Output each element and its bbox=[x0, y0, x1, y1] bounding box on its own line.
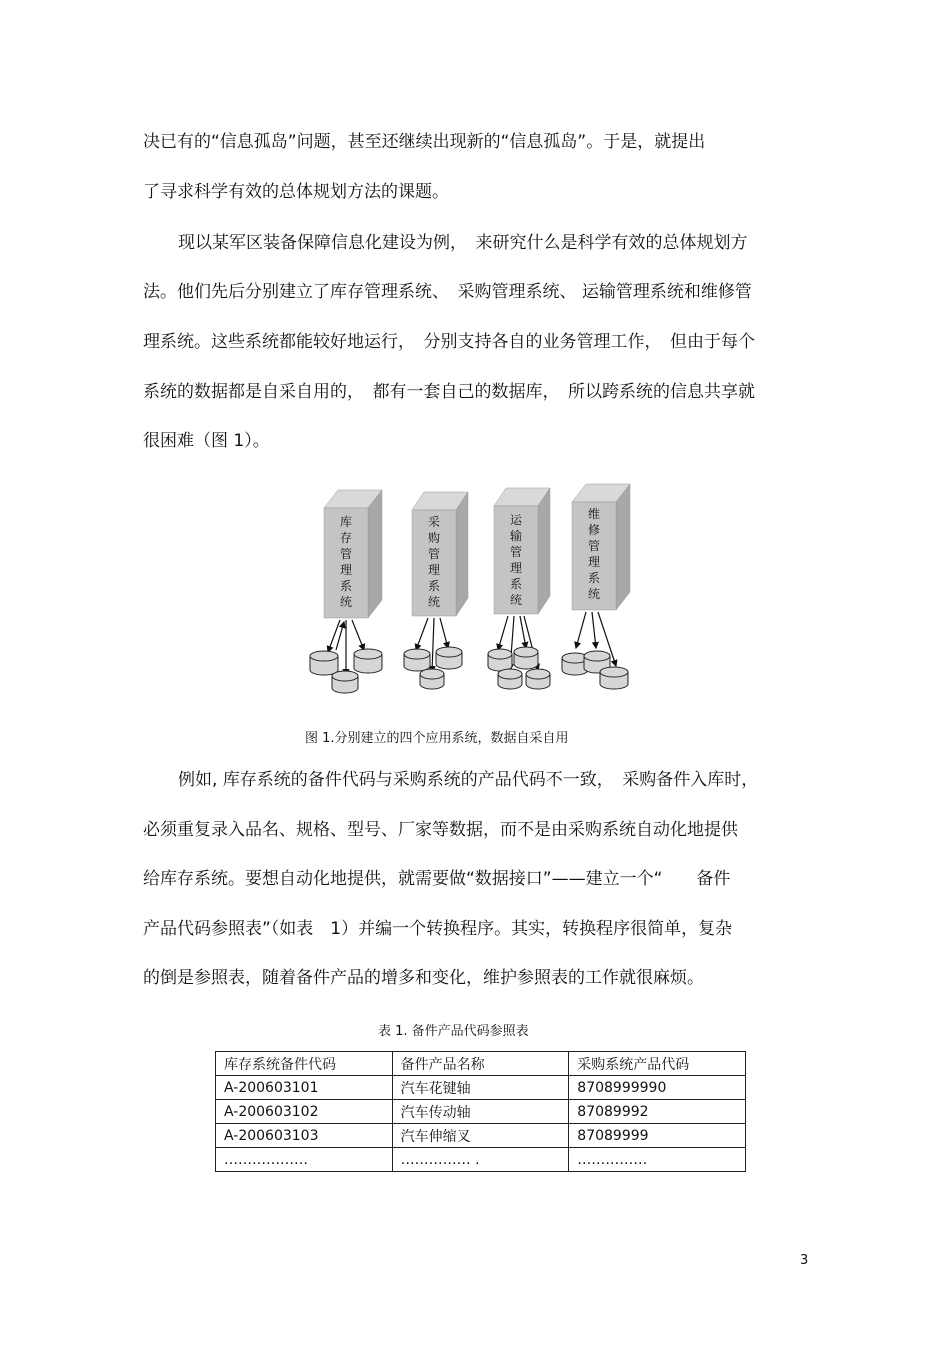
paragraph-line: 了寻求科学有效的总体规划方法的课题。 bbox=[143, 182, 449, 202]
table-header-row bbox=[216, 1052, 746, 1076]
system-label: 维修管理系统 bbox=[587, 507, 601, 601]
paragraph-line: 给库存系统。要想自动化地提供，就需要做“数据接口”——建立一个“ 备件 bbox=[143, 869, 731, 889]
paragraph-line: 很困难（图 1）。 bbox=[143, 431, 270, 451]
column-header: 采购系统产品代码 bbox=[569, 1052, 746, 1076]
table-row bbox=[216, 1148, 746, 1172]
database-cylinders bbox=[310, 647, 628, 693]
table-caption: 表 1. 备件产品代码参照表 bbox=[378, 1024, 529, 1039]
paragraph-line: 决已有的“信息孤岛”问题，甚至还继续出现新的“信息孤岛”。于是，就提出 bbox=[143, 132, 706, 152]
systems-figure bbox=[300, 480, 640, 700]
system-box-transport bbox=[494, 488, 550, 614]
system-box-inventory bbox=[324, 490, 382, 618]
paragraph-line: 法。他们先后分别建立了库存管理系统、 采购管理系统、 运输管理系统和维修管 bbox=[143, 282, 752, 302]
paragraph-line: 系统的数据都是自采自用的， 都有一套自己的数据库， 所以跨系统的信息共享就 bbox=[143, 382, 755, 402]
table-row bbox=[216, 1100, 746, 1124]
paragraph-line: 必须重复录入品名、规格、型号、厂家等数据，而不是由采购系统自动化地提供 bbox=[143, 820, 738, 840]
system-label: 采购管理系统 bbox=[427, 515, 441, 609]
system-label: 库存管理系统 bbox=[339, 515, 353, 609]
paragraph-line: 产品代码参照表”（如表 1）并编一个转换程序。其实，转换程序很简单，复杂 bbox=[143, 919, 733, 939]
table-row bbox=[216, 1124, 746, 1148]
paragraph-line: 的倒是参照表，随着备件产品的增多和变化，维护参照表的工作就很麻烦。 bbox=[143, 968, 704, 988]
table-cell: A-200603102 bbox=[216, 1100, 393, 1124]
table-cell: 87089999 bbox=[569, 1124, 746, 1148]
figure-caption: 图 1.分别建立的四个应用系统，数据自采自用 bbox=[305, 731, 569, 746]
table-cell: A-200603101 bbox=[216, 1076, 393, 1100]
system-box-purchasing bbox=[412, 492, 468, 616]
table-cell: …………… . bbox=[392, 1148, 569, 1172]
table-cell: ……………… bbox=[216, 1148, 393, 1172]
paragraph-line: 例如, 库存系统的备件代码与采购系统的产品代码不一致， 采购备件入库时， bbox=[178, 770, 759, 790]
reference-table bbox=[215, 1051, 746, 1172]
table-cell: A-200603103 bbox=[216, 1124, 393, 1148]
table-cell: 87089992 bbox=[569, 1100, 746, 1124]
table-cell: …………… bbox=[569, 1148, 746, 1172]
paragraph-line: 现以某军区装备保障信息化建设为例， 来研究什么是科学有效的总体规划方 bbox=[178, 233, 748, 253]
table-cell: 汽车传动轴 bbox=[392, 1100, 569, 1124]
column-header: 备件产品名称 bbox=[392, 1052, 569, 1076]
paragraph-line: 理系统。这些系统都能较好地运行， 分别支持各自的业务管理工作， 但由于每个 bbox=[143, 332, 755, 352]
table-cell: 8708999990 bbox=[569, 1076, 746, 1100]
table-cell: 汽车伸缩叉 bbox=[392, 1124, 569, 1148]
table-cell: 汽车花键轴 bbox=[392, 1076, 569, 1100]
system-label: 运输管理系统 bbox=[509, 513, 523, 607]
column-header: 库存系统备件代码 bbox=[216, 1052, 393, 1076]
table-row bbox=[216, 1076, 746, 1100]
system-box-maintenance bbox=[572, 484, 630, 610]
page-number: 3 bbox=[800, 1253, 809, 1268]
